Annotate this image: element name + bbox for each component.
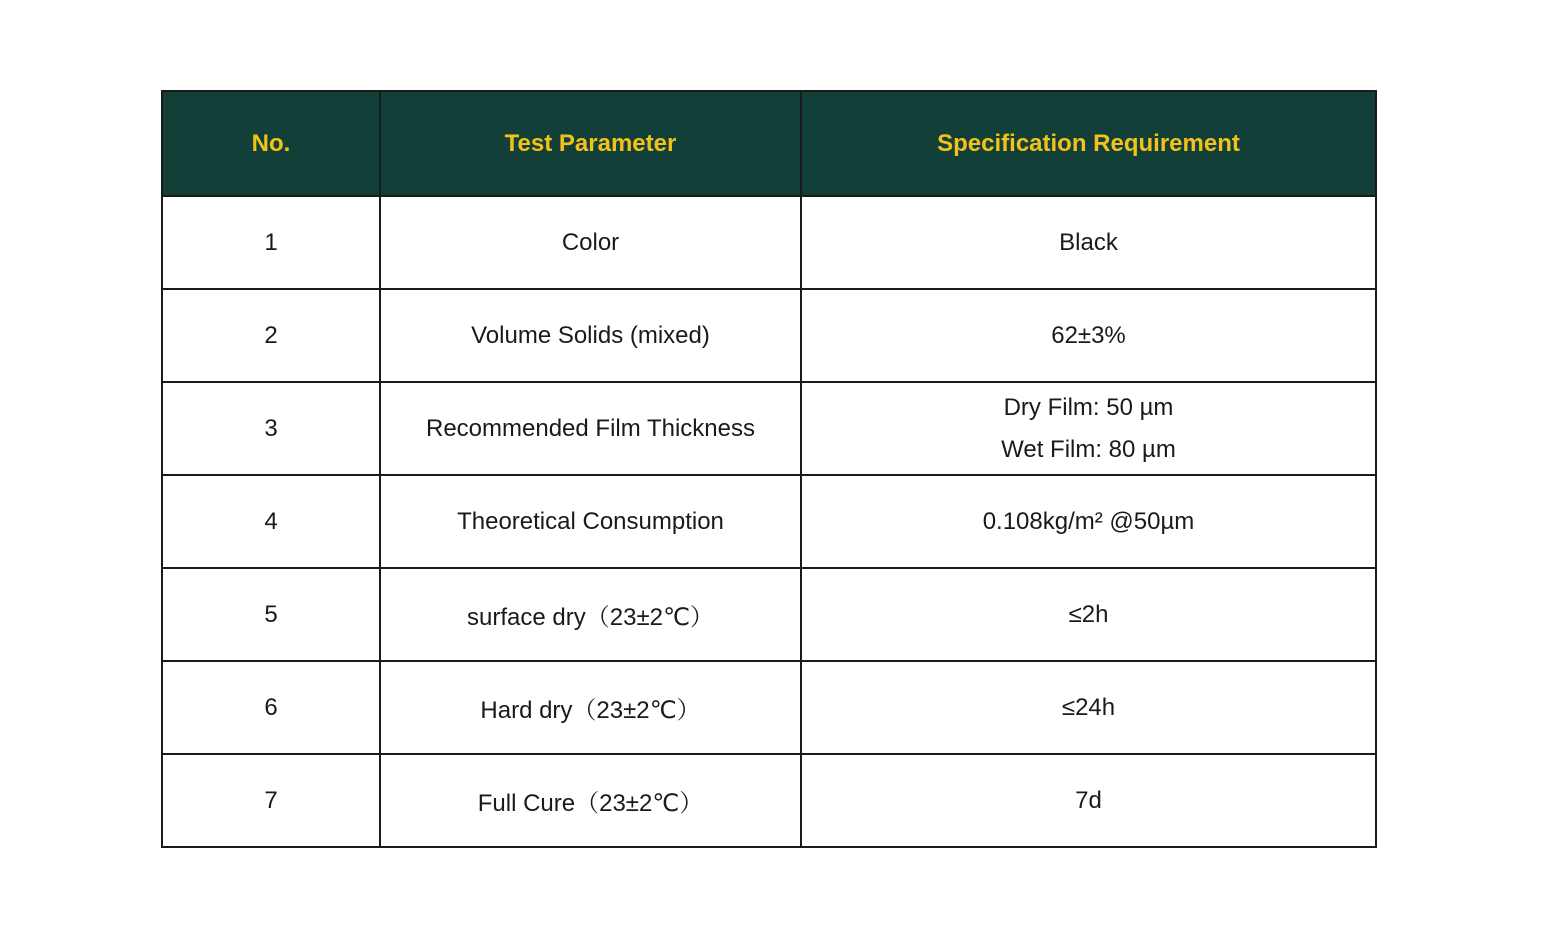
- specification-requirement: [801, 289, 1376, 382]
- test-parameter: Theoretical Consumption: [380, 475, 801, 568]
- specification-requirement: [801, 382, 1376, 475]
- requirement-line: 0.108kg/m² @50µm: [982, 507, 1195, 535]
- table-row: [162, 382, 1376, 475]
- test-parameter: surface dry（23±2℃）: [380, 568, 801, 661]
- table-header: [162, 91, 1376, 196]
- header-no: No.: [162, 91, 380, 196]
- specification-requirement: [801, 196, 1376, 289]
- requirement-line: Black: [1059, 228, 1118, 256]
- header-row: [162, 91, 1376, 196]
- row-number: 6: [162, 661, 380, 754]
- requirement-line-dry-film: Dry Film: 50 µm: [1003, 393, 1174, 421]
- row-number: 7: [162, 754, 380, 847]
- header-specification-requirement: Specification Requirement: [801, 91, 1376, 196]
- specification-requirement: [801, 661, 1376, 754]
- row-number: 2: [162, 289, 380, 382]
- table-row: [162, 289, 1376, 382]
- table-row: [162, 475, 1376, 568]
- specification-requirement: [801, 754, 1376, 847]
- table-row: [162, 196, 1376, 289]
- row-number: 3: [162, 382, 380, 475]
- test-parameter: Color: [380, 196, 801, 289]
- table-row: [162, 754, 1376, 847]
- test-parameter: Volume Solids (mixed): [380, 289, 801, 382]
- specification-table: [161, 90, 1377, 848]
- test-parameter: Full Cure（23±2℃）: [380, 754, 801, 847]
- row-number: 4: [162, 475, 380, 568]
- header-test-parameter: Test Parameter: [380, 91, 801, 196]
- test-parameter: Recommended Film Thickness: [380, 382, 801, 475]
- specification-requirement: [801, 475, 1376, 568]
- table-row: [162, 568, 1376, 661]
- table-body: [162, 196, 1376, 847]
- requirement-line: ≤2h: [1068, 600, 1109, 628]
- requirement-line-wet-film: Wet Film: 80 µm: [1001, 435, 1176, 463]
- requirement-line: 7d: [1075, 786, 1102, 814]
- requirement-line: 62±3%: [1051, 321, 1126, 349]
- table-row: [162, 661, 1376, 754]
- test-parameter: Hard dry（23±2℃）: [380, 661, 801, 754]
- requirement-line: ≤24h: [1061, 693, 1116, 721]
- row-number: 5: [162, 568, 380, 661]
- row-number: 1: [162, 196, 380, 289]
- specification-requirement: [801, 568, 1376, 661]
